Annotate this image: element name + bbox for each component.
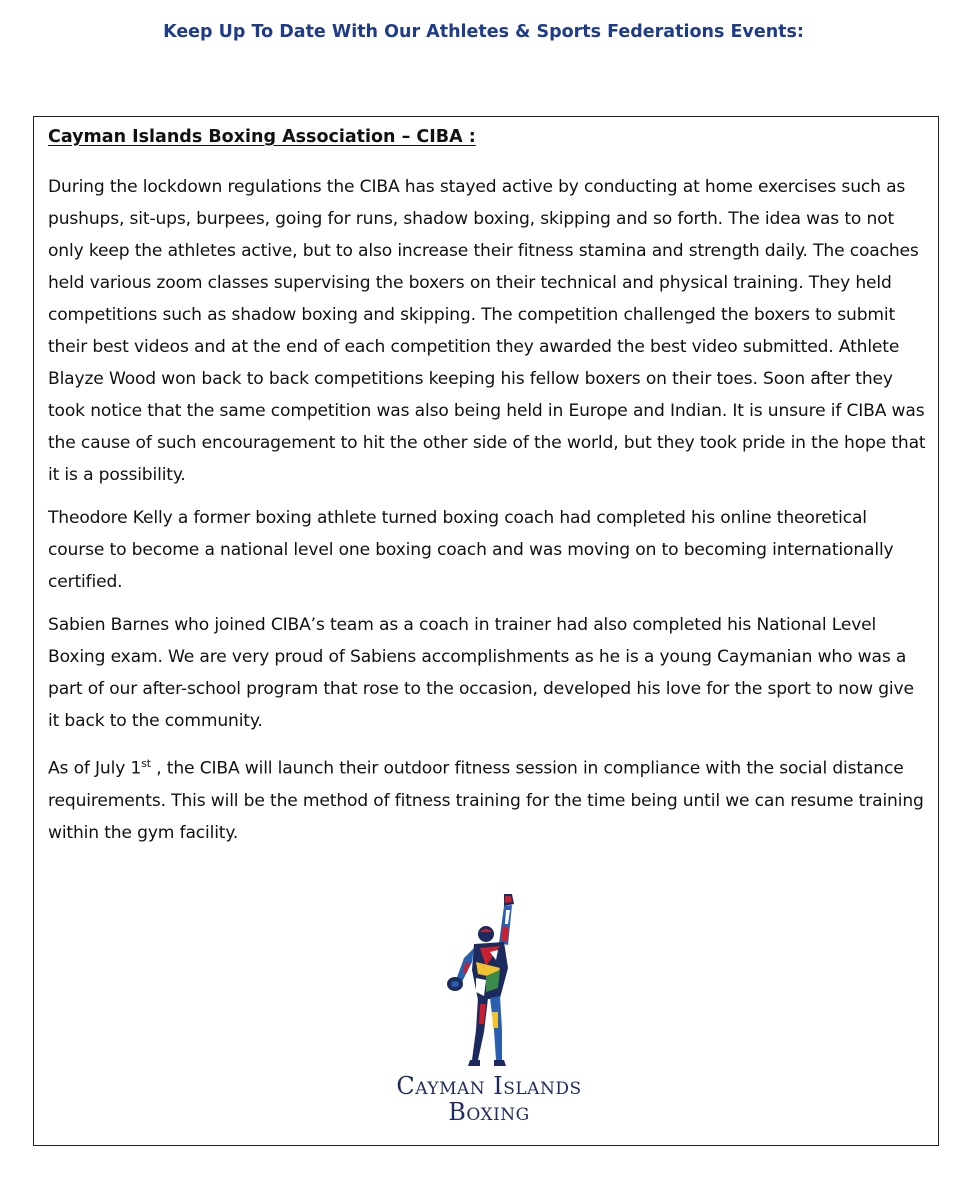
boxer-figure-icon — [446, 892, 536, 1070]
paragraph-lockdown: During the lockdown regulations the CIBA has stayed active by conducting at home exercises such as pushups, sit-ups, burpees, going for runs, shadow boxing, skipping and so forth. The idea was to not only keep the athletes active, but to also increase their fitness stamina and strength daily. The coaches held various zoom classes supervising the boxers on their technical and physical training. They held competitions such as shadow boxing and skipping. The competition challenged the boxers to submit their best videos and at the end of each competition they awarded the best video submitted. Athlete Blayze Wood won back to back competitions keeping his fellow boxers on their toes. Soon after they took notice that the same competition was also being held in Europe and Indian. It is unsure if CIBA was the cause of such encouragement to hit the other side of the world, but they took pride in the hope that it is a possibility. — [48, 177, 926, 485]
article-body — [48, 171, 928, 860]
paragraph-theodore-kelly: Theodore Kelly a former boxing athlete turned boxing coach had completed his online theoretical course to become a national level one boxing coach and was moving on to becoming internationally certified. — [48, 508, 894, 592]
page-heading: Keep Up To Date With Our Athletes & Sports Federations Events: — [163, 22, 804, 42]
section-title: Cayman Islands Boxing Association – CIBA : — [48, 127, 476, 147]
article-box — [33, 116, 939, 1146]
ciba-logo — [374, 892, 604, 1132]
logo-text-line1: Cayman Islands — [396, 1072, 582, 1100]
july-text: As of July 1 — [48, 758, 142, 779]
paragraph-outdoor-fitness — [48, 748, 928, 849]
ordinal-suffix: st — [141, 757, 151, 770]
outdoor-text: , the CIBA will launch their outdoor fitness session in compliance with the social distance requirements. This will be the method of fitness training for the time being until we can resume training within the gym facility. — [48, 758, 924, 843]
logo-text-line2: Boxing — [448, 1098, 530, 1126]
paragraph-sabien-barnes: Sabien Barnes who joined CIBA’s team as a coach in trainer had also completed his National Level Boxing exam. We are very proud of Sabiens accomplishments as he is a young Caymanian who was a part of our after-school program that rose to the occasion, developed his love for the sport to now give it back to the community. — [48, 615, 914, 731]
